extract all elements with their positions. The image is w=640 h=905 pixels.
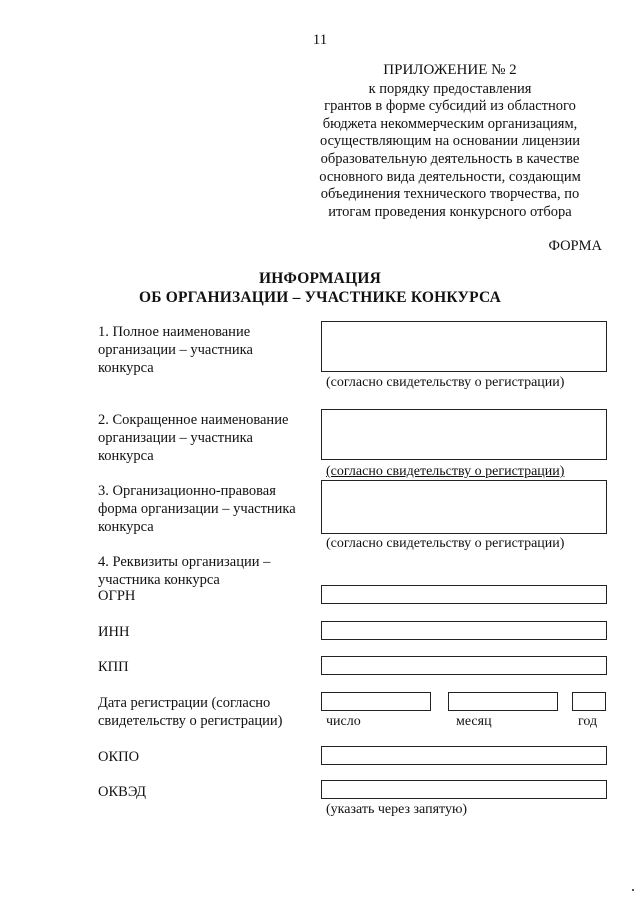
registration-year-field[interactable] (572, 692, 606, 711)
registration-date-label (98, 694, 313, 730)
label-line: 3. Организационно-правовая (98, 483, 276, 499)
appendix-title: ПРИЛОЖЕНИЕ № 2 (383, 62, 517, 78)
okved-label: ОКВЭД (98, 784, 147, 800)
appendix-header (300, 62, 600, 221)
short-name-field[interactable] (321, 409, 607, 460)
legal-form-hint: (согласно свидетельству о регистрации) (326, 536, 565, 551)
full-name-field[interactable] (321, 321, 607, 372)
label-line: конкурса (98, 360, 154, 376)
registration-month-field[interactable] (448, 692, 558, 711)
kpp-field[interactable] (321, 656, 607, 675)
inn-field[interactable] (321, 621, 607, 640)
appendix-line: осуществляющим на основании лицензии (319, 133, 581, 150)
year-caption: год (578, 714, 598, 729)
legal-form-field[interactable] (321, 480, 607, 534)
document-title-line-2: ОБ ОРГАНИЗАЦИИ – УЧАСТНИКЕ КОНКУРСА (138, 289, 502, 306)
ogrn-label: ОГРН (98, 588, 136, 604)
label-line: свидетельству о регистрации) (98, 713, 283, 729)
inn-label: ИНН (98, 624, 130, 640)
label-line: Дата регистрации (согласно (98, 695, 271, 711)
day-caption: число (326, 714, 361, 729)
label-line: 4. Реквизиты организации – (98, 554, 271, 570)
full-name-hint: (согласно свидетельству о регистрации) (326, 375, 565, 390)
label-line: конкурса (98, 448, 154, 464)
label-line: организации – участника (98, 430, 253, 446)
document-title-line-1: ИНФОРМАЦИЯ (259, 270, 381, 287)
appendix-line: итогам проведения конкурсного отбора (328, 203, 572, 220)
short-name-label (98, 411, 313, 465)
label-line: участника конкурса (98, 572, 220, 588)
label-line: 2. Сокращенное наименование (98, 412, 289, 428)
appendix-line: грантов в форме субсидий из областного (324, 98, 576, 115)
document-title (0, 269, 640, 307)
short-name-hint: (согласно свидетельству о регистрации) (326, 464, 565, 479)
appendix-line: бюджета некоммерческим организациям, (322, 115, 578, 132)
label-line: форма организации – участника (98, 501, 296, 517)
scan-speck (632, 889, 634, 891)
month-caption: месяц (456, 714, 492, 729)
okpo-label: ОКПО (98, 749, 140, 765)
requisites-label (98, 553, 313, 589)
legal-form-label (98, 482, 313, 536)
appendix-line: основного вида деятельности, создающим (319, 168, 581, 185)
label-line: конкурса (98, 519, 154, 535)
appendix-line: образовательную деятельность в качестве (320, 150, 580, 167)
registration-day-field[interactable] (321, 692, 431, 711)
kpp-label: КПП (98, 659, 129, 675)
form-label: ФОРМА (548, 238, 602, 254)
okved-field[interactable] (321, 780, 607, 799)
label-line: 1. Полное наименование (98, 324, 251, 340)
okved-hint: (указать через запятую) (326, 802, 468, 817)
appendix-line: к порядку предоставления (368, 80, 532, 97)
okpo-field[interactable] (321, 746, 607, 765)
full-name-label (98, 323, 313, 377)
page-number: 11 (312, 32, 328, 48)
ogrn-field[interactable] (321, 585, 607, 604)
label-line: организации – участника (98, 342, 253, 358)
appendix-line: объединения технического творчества, по (320, 186, 580, 203)
